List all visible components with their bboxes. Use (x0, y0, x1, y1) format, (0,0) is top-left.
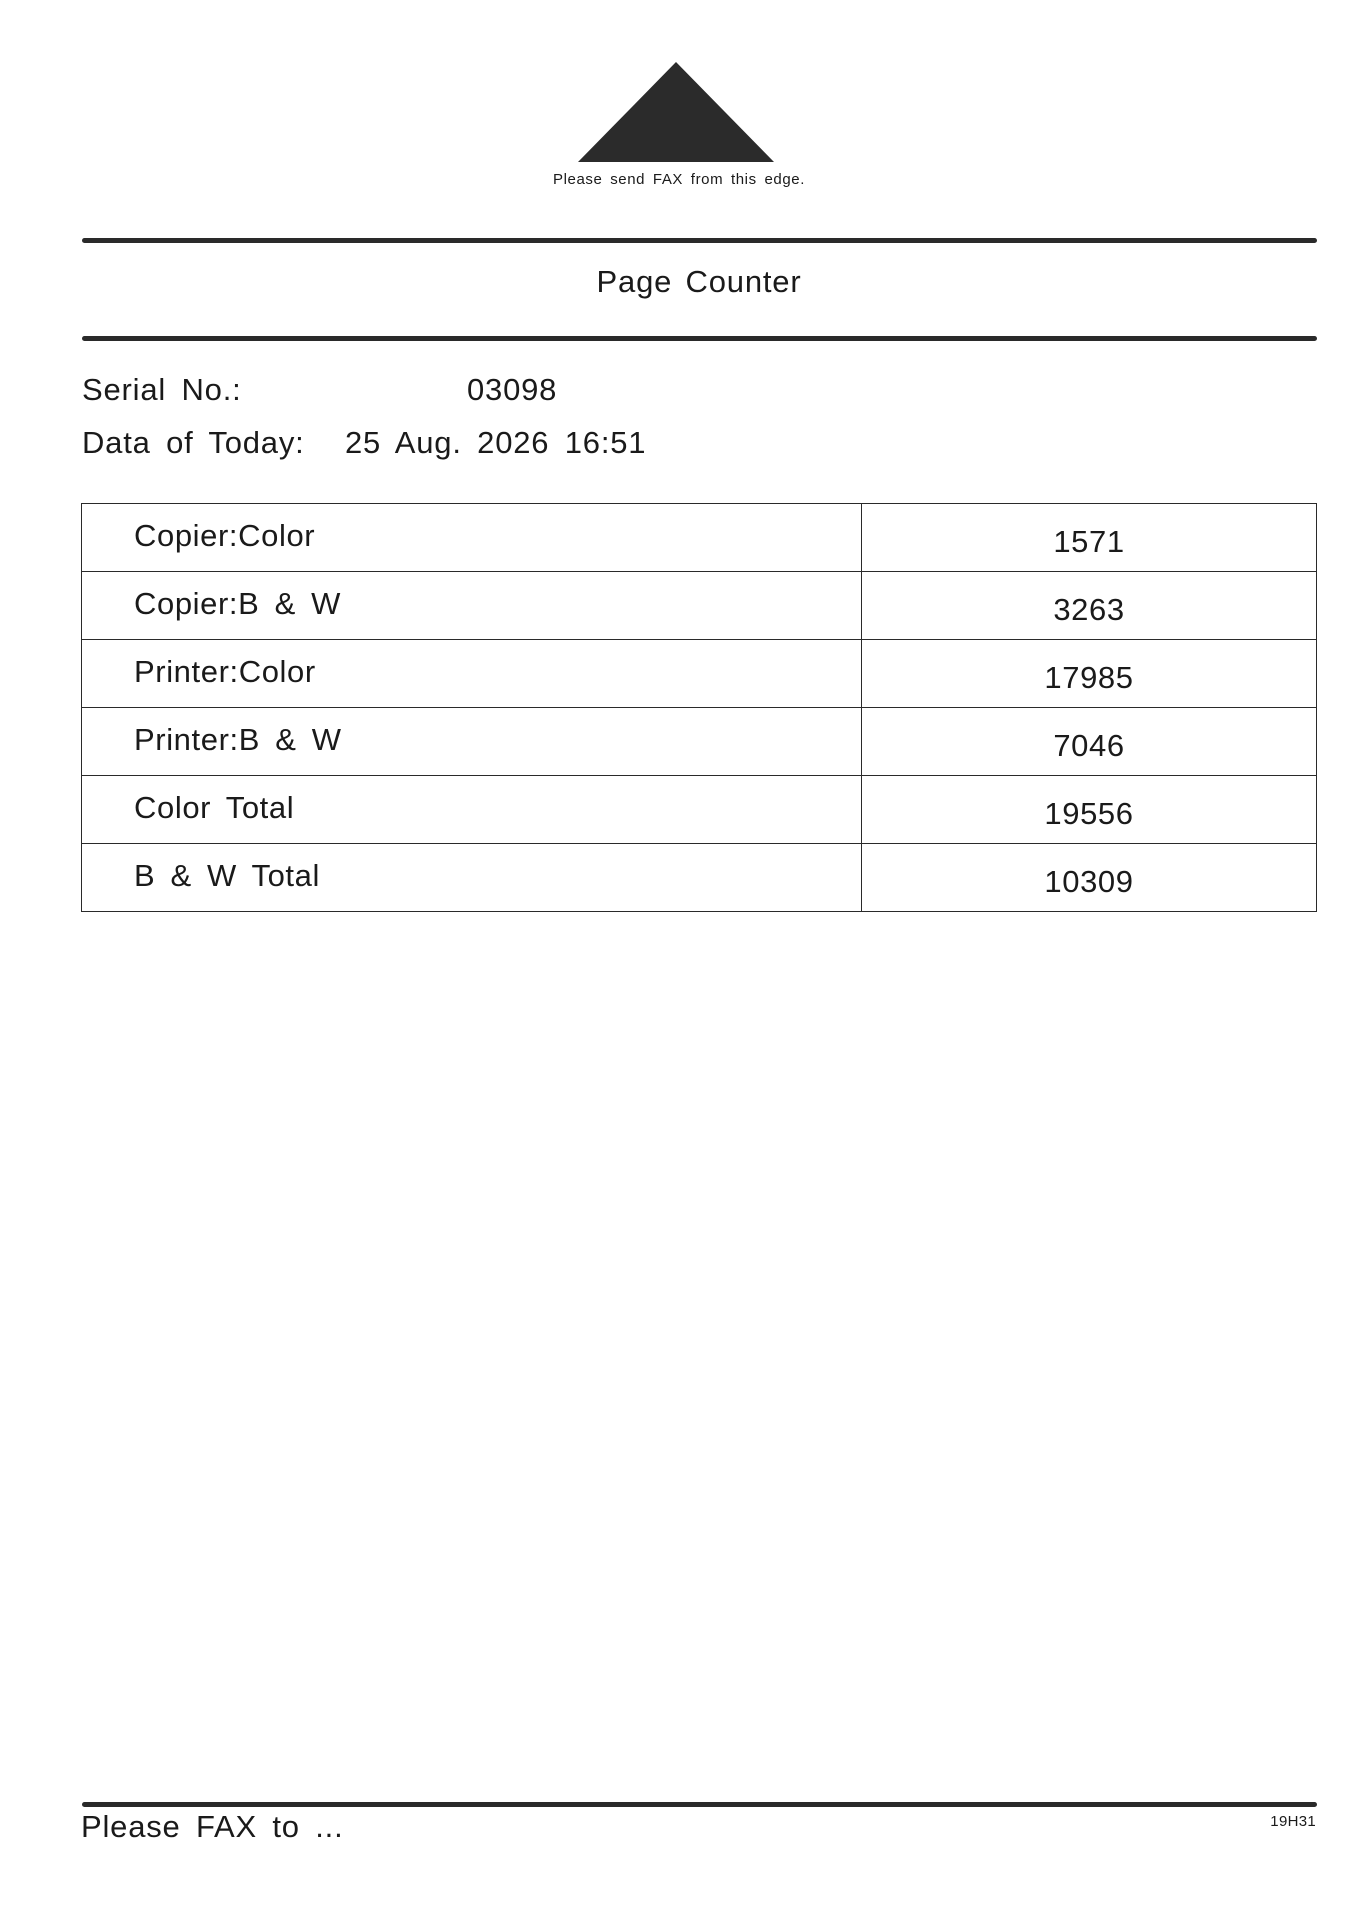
serial-value: 03098 (467, 372, 558, 407)
counter-label: Color Total (82, 776, 862, 844)
date-value: 25 Aug. 2026 16:51 (345, 425, 647, 460)
counter-label: Printer:B & W (82, 708, 862, 776)
counter-table (81, 503, 1317, 912)
counter-label: B & W Total (82, 844, 862, 912)
table-row (82, 776, 1317, 844)
counter-label: Copier:B & W (82, 572, 862, 640)
top-divider (82, 238, 1317, 243)
footer-divider (82, 1802, 1317, 1807)
table-row (82, 640, 1317, 708)
form-code: 19H31 (1270, 1813, 1316, 1830)
fax-to-text: Please FAX to ... (81, 1809, 344, 1844)
serial-label: Serial No.: (82, 372, 242, 407)
table-row (82, 844, 1317, 912)
fax-edge-note: Please send FAX from this edge. (552, 171, 806, 188)
counter-value: 7046 (862, 708, 1317, 776)
counter-value: 17985 (862, 640, 1317, 708)
counter-value: 3263 (862, 572, 1317, 640)
counter-label: Printer:Color (82, 640, 862, 708)
fax-edge-triangle-icon (578, 62, 774, 162)
title-divider (82, 336, 1317, 341)
table-row (82, 572, 1317, 640)
date-label: Data of Today: (82, 425, 305, 460)
counter-value: 1571 (862, 504, 1317, 572)
table-row (82, 504, 1317, 572)
counter-value: 10309 (862, 844, 1317, 912)
table-row (82, 708, 1317, 776)
counter-value: 19556 (862, 776, 1317, 844)
page-title: Page Counter (596, 264, 802, 299)
counter-label: Copier:Color (82, 504, 862, 572)
